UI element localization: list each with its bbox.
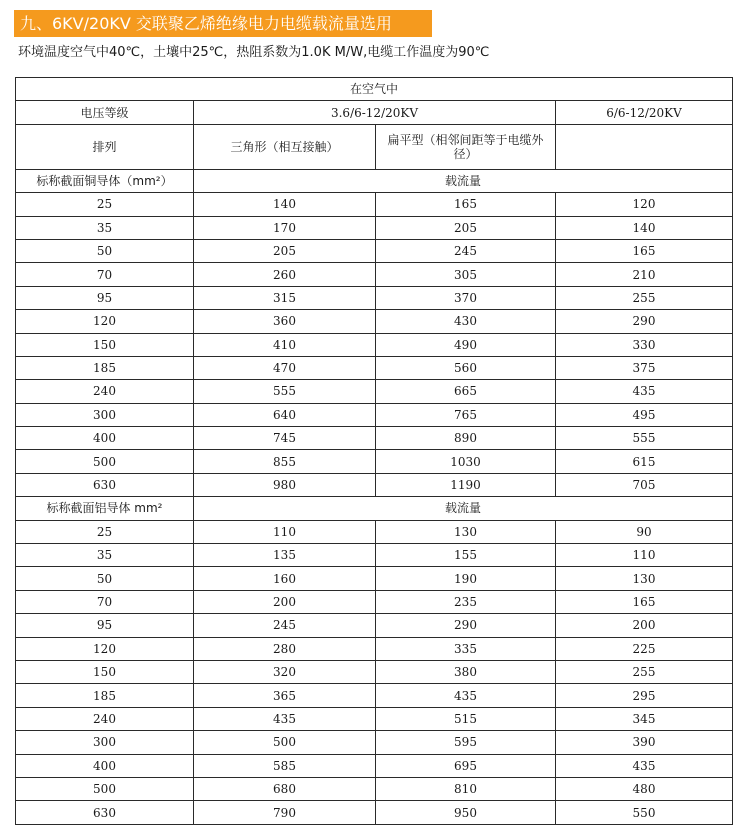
copper-flat-capacity-cell: 370	[376, 286, 556, 309]
copper-triangle-capacity-cell: 640	[194, 403, 376, 426]
copper-voltage-b-capacity-cell: 495	[556, 403, 733, 426]
copper-voltage-b-capacity-cell: 555	[556, 427, 733, 450]
aluminum-triangle-capacity-cell: 320	[194, 660, 376, 683]
voltage-label: 电压等级	[16, 101, 194, 124]
aluminum-row	[16, 660, 733, 683]
copper-cross-section-cell: 300	[16, 403, 194, 426]
copper-row	[16, 450, 733, 473]
aluminum-cross-section-cell: 95	[16, 614, 194, 637]
aluminum-row	[16, 637, 733, 660]
copper-row	[16, 380, 733, 403]
aluminum-triangle-capacity-cell: 110	[194, 520, 376, 543]
aluminum-cross-section-cell: 35	[16, 544, 194, 567]
copper-row	[16, 356, 733, 379]
conditions-note: 环境温度空气中40℃，土壤中25℃，热阻系数为1.0K M/W,电缆工作温度为90℃	[18, 45, 490, 60]
copper-row	[16, 193, 733, 216]
aluminum-row	[16, 777, 733, 800]
aluminum-cross-section-cell: 400	[16, 754, 194, 777]
aluminum-triangle-capacity-cell: 280	[194, 637, 376, 660]
aluminum-triangle-capacity-cell: 500	[194, 731, 376, 754]
copper-triangle-capacity-cell: 980	[194, 473, 376, 496]
aluminum-row	[16, 590, 733, 613]
copper-row	[16, 473, 733, 496]
arrangement-flat-text: 扁平型（相邻间距等于电缆外径）	[387, 132, 544, 161]
copper-triangle-capacity-cell: 360	[194, 310, 376, 333]
aluminum-triangle-capacity-cell: 790	[194, 801, 376, 824]
copper-label: 标称截面铜导体（mm²）	[16, 169, 194, 192]
copper-voltage-b-capacity-cell: 165	[556, 239, 733, 262]
copper-voltage-b-capacity-cell: 615	[556, 450, 733, 473]
aluminum-capacity-label: 载流量	[194, 497, 733, 520]
copper-flat-capacity-cell: 765	[376, 403, 556, 426]
aluminum-voltage-b-capacity-cell: 480	[556, 777, 733, 800]
aluminum-flat-capacity-cell: 380	[376, 660, 556, 683]
aluminum-flat-capacity-cell: 130	[376, 520, 556, 543]
aluminum-row	[16, 544, 733, 567]
copper-voltage-b-capacity-cell: 705	[556, 473, 733, 496]
aluminum-row	[16, 754, 733, 777]
aluminum-cross-section-cell: 25	[16, 520, 194, 543]
aluminum-triangle-capacity-cell: 680	[194, 777, 376, 800]
aluminum-voltage-b-capacity-cell: 130	[556, 567, 733, 590]
aluminum-cross-section-cell: 185	[16, 684, 194, 707]
copper-flat-capacity-cell: 890	[376, 427, 556, 450]
aluminum-row	[16, 684, 733, 707]
aluminum-flat-capacity-cell: 810	[376, 777, 556, 800]
copper-triangle-capacity-cell: 745	[194, 427, 376, 450]
aluminum-triangle-capacity-cell: 585	[194, 754, 376, 777]
copper-row	[16, 333, 733, 356]
aluminum-cross-section-cell: 50	[16, 567, 194, 590]
aluminum-voltage-b-capacity-cell: 345	[556, 707, 733, 730]
aluminum-row	[16, 801, 733, 824]
copper-flat-capacity-cell: 305	[376, 263, 556, 286]
aluminum-voltage-b-capacity-cell: 225	[556, 637, 733, 660]
copper-row	[16, 286, 733, 309]
copper-row	[16, 310, 733, 333]
copper-cross-section-cell: 400	[16, 427, 194, 450]
copper-triangle-capacity-cell: 855	[194, 450, 376, 473]
voltage-b: 6/6-12/20KV	[556, 101, 733, 124]
copper-row	[16, 263, 733, 286]
aluminum-voltage-b-capacity-cell: 110	[556, 544, 733, 567]
aluminum-flat-capacity-cell: 290	[376, 614, 556, 637]
copper-voltage-b-capacity-cell: 255	[556, 286, 733, 309]
copper-cross-section-cell: 240	[16, 380, 194, 403]
copper-section-row	[16, 169, 733, 192]
aluminum-cross-section-cell: 120	[16, 637, 194, 660]
aluminum-cross-section-cell: 150	[16, 660, 194, 683]
copper-cross-section-cell: 150	[16, 333, 194, 356]
aluminum-flat-capacity-cell: 595	[376, 731, 556, 754]
copper-flat-capacity-cell: 205	[376, 216, 556, 239]
aluminum-row	[16, 614, 733, 637]
copper-voltage-b-capacity-cell: 140	[556, 216, 733, 239]
air-header: 在空气中	[16, 78, 733, 101]
copper-cross-section-cell: 185	[16, 356, 194, 379]
aluminum-voltage-b-capacity-cell: 295	[556, 684, 733, 707]
copper-flat-capacity-cell: 245	[376, 239, 556, 262]
copper-triangle-capacity-cell: 410	[194, 333, 376, 356]
aluminum-row	[16, 520, 733, 543]
copper-capacity-label: 载流量	[194, 169, 733, 192]
aluminum-voltage-b-capacity-cell: 550	[556, 801, 733, 824]
voltage-a: 3.6/6-12/20KV	[194, 101, 556, 124]
copper-cross-section-cell: 500	[16, 450, 194, 473]
aluminum-triangle-capacity-cell: 245	[194, 614, 376, 637]
header-row-air	[16, 78, 733, 101]
aluminum-triangle-capacity-cell: 435	[194, 707, 376, 730]
copper-triangle-capacity-cell: 470	[194, 356, 376, 379]
copper-cross-section-cell: 35	[16, 216, 194, 239]
arrangement-empty	[556, 124, 733, 169]
copper-voltage-b-capacity-cell: 375	[556, 356, 733, 379]
aluminum-flat-capacity-cell: 515	[376, 707, 556, 730]
copper-flat-capacity-cell: 1030	[376, 450, 556, 473]
aluminum-triangle-capacity-cell: 160	[194, 567, 376, 590]
aluminum-cross-section-cell: 500	[16, 777, 194, 800]
copper-voltage-b-capacity-cell: 435	[556, 380, 733, 403]
aluminum-triangle-capacity-cell: 200	[194, 590, 376, 613]
aluminum-triangle-capacity-cell: 365	[194, 684, 376, 707]
copper-cross-section-cell: 120	[16, 310, 194, 333]
aluminum-flat-capacity-cell: 235	[376, 590, 556, 613]
copper-voltage-b-capacity-cell: 330	[556, 333, 733, 356]
aluminum-voltage-b-capacity-cell: 165	[556, 590, 733, 613]
copper-voltage-b-capacity-cell: 290	[556, 310, 733, 333]
copper-triangle-capacity-cell: 205	[194, 239, 376, 262]
copper-triangle-capacity-cell: 140	[194, 193, 376, 216]
copper-cross-section-cell: 95	[16, 286, 194, 309]
section-title: 九、6KV/20KV 交联聚乙烯绝缘电力电缆载流量选用	[14, 10, 432, 37]
aluminum-flat-capacity-cell: 155	[376, 544, 556, 567]
aluminum-label: 标称截面铝导体 mm²	[16, 497, 194, 520]
copper-triangle-capacity-cell: 170	[194, 216, 376, 239]
ampacity-table	[15, 77, 733, 825]
aluminum-voltage-b-capacity-cell: 90	[556, 520, 733, 543]
copper-cross-section-cell: 70	[16, 263, 194, 286]
header-row-arrangement	[16, 124, 733, 169]
copper-triangle-capacity-cell: 555	[194, 380, 376, 403]
aluminum-row	[16, 567, 733, 590]
copper-voltage-b-capacity-cell: 120	[556, 193, 733, 216]
aluminum-section-row	[16, 497, 733, 520]
aluminum-cross-section-cell: 70	[16, 590, 194, 613]
copper-row	[16, 239, 733, 262]
arrangement-flat	[376, 124, 556, 169]
copper-triangle-capacity-cell: 260	[194, 263, 376, 286]
copper-cross-section-cell: 50	[16, 239, 194, 262]
copper-voltage-b-capacity-cell: 210	[556, 263, 733, 286]
aluminum-voltage-b-capacity-cell: 390	[556, 731, 733, 754]
aluminum-flat-capacity-cell: 435	[376, 684, 556, 707]
copper-flat-capacity-cell: 490	[376, 333, 556, 356]
aluminum-flat-capacity-cell: 335	[376, 637, 556, 660]
aluminum-voltage-b-capacity-cell: 200	[556, 614, 733, 637]
aluminum-cross-section-cell: 630	[16, 801, 194, 824]
copper-flat-capacity-cell: 165	[376, 193, 556, 216]
aluminum-voltage-b-capacity-cell: 255	[556, 660, 733, 683]
aluminum-row	[16, 707, 733, 730]
copper-row	[16, 216, 733, 239]
copper-flat-capacity-cell: 560	[376, 356, 556, 379]
aluminum-row	[16, 731, 733, 754]
aluminum-flat-capacity-cell: 695	[376, 754, 556, 777]
copper-flat-capacity-cell: 1190	[376, 473, 556, 496]
aluminum-flat-capacity-cell: 190	[376, 567, 556, 590]
arrangement-label: 排列	[16, 124, 194, 169]
aluminum-cross-section-cell: 240	[16, 707, 194, 730]
aluminum-triangle-capacity-cell: 135	[194, 544, 376, 567]
aluminum-flat-capacity-cell: 950	[376, 801, 556, 824]
aluminum-voltage-b-capacity-cell: 435	[556, 754, 733, 777]
copper-triangle-capacity-cell: 315	[194, 286, 376, 309]
copper-cross-section-cell: 25	[16, 193, 194, 216]
copper-flat-capacity-cell: 430	[376, 310, 556, 333]
copper-row	[16, 427, 733, 450]
copper-row	[16, 403, 733, 426]
header-row-voltage	[16, 101, 733, 124]
copper-cross-section-cell: 630	[16, 473, 194, 496]
aluminum-cross-section-cell: 300	[16, 731, 194, 754]
arrangement-triangle: 三角形（相互接触）	[194, 124, 376, 169]
copper-flat-capacity-cell: 665	[376, 380, 556, 403]
